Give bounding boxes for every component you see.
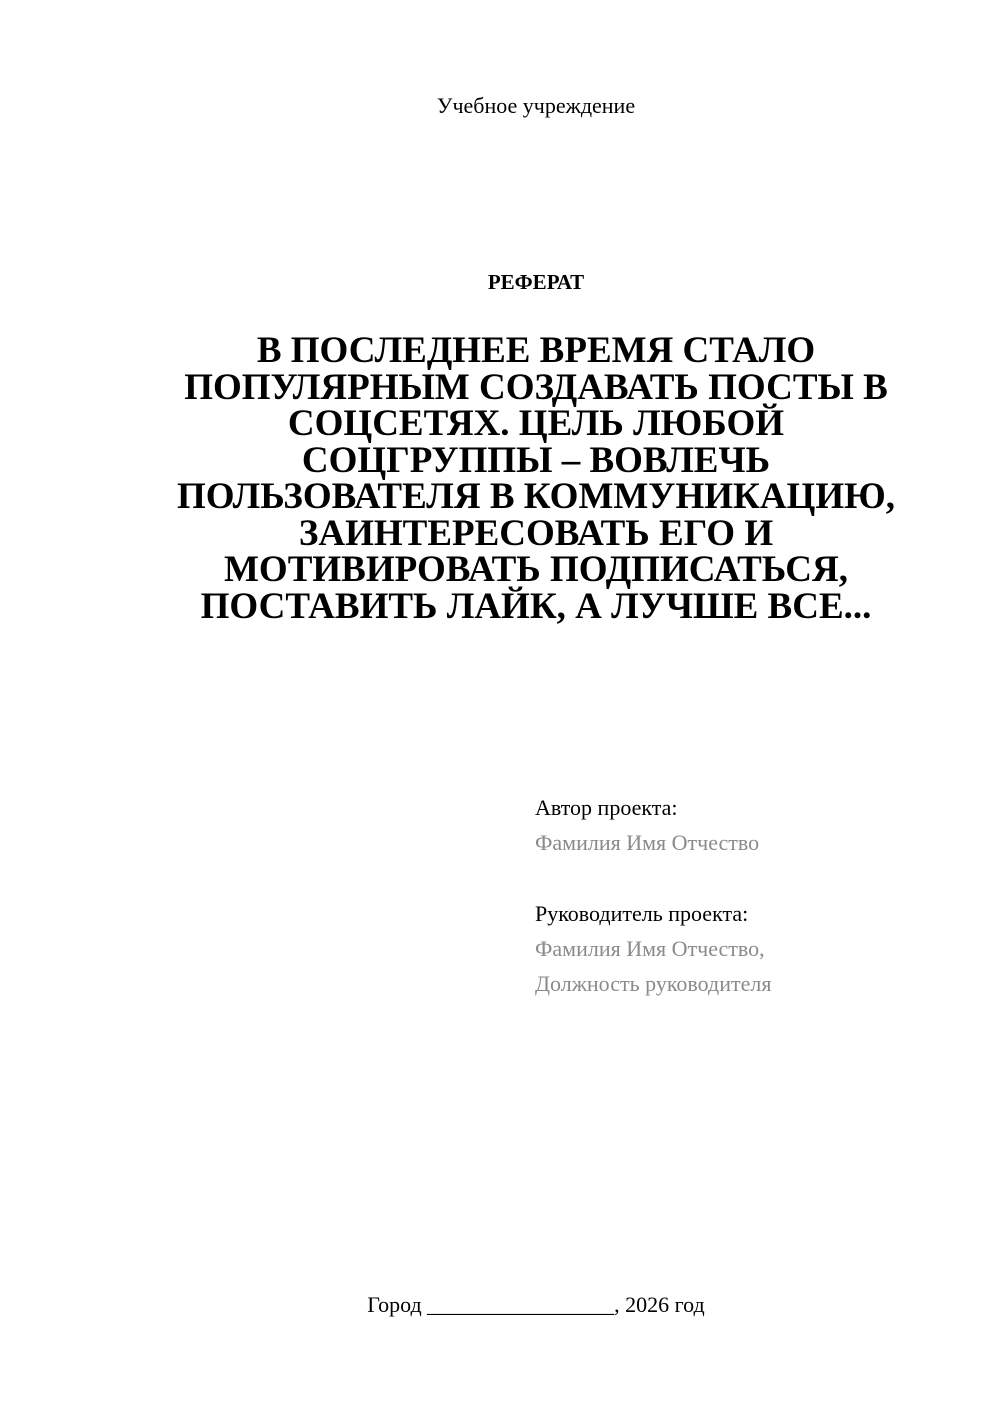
author-name: Фамилия Имя Отчество — [535, 830, 760, 855]
supervisor-label: Руководитель проекта: — [535, 901, 749, 926]
city-year-line: Город _________________, 2026 год — [367, 1292, 705, 1317]
title-line: СОЦГРУППЫ – ВОВЛЕЧЬ — [301, 439, 771, 481]
title-line: ПОСТАВИТЬ ЛАЙК, А ЛУЧШЕ ВСЕ... — [200, 585, 872, 627]
credits-block — [535, 790, 975, 1001]
document-type-label: РЕФЕРАТ — [487, 270, 585, 294]
institution-name: Учебное учреждение — [436, 93, 636, 118]
supervisor-name: Фамилия Имя Отчество, — [535, 936, 765, 961]
title-line: ПОЛЬЗОВАТЕЛЯ В КОММУНИКАЦИЮ, — [176, 476, 896, 517]
document-title — [120, 330, 952, 627]
supervisor-position: Должность руководителя — [535, 971, 772, 996]
author-label: Автор проекта: — [535, 795, 678, 820]
title-line: ПОПУЛЯРНЫМ СОЗДАВАТЬ ПОСТЫ В — [184, 366, 888, 408]
title-line: СОЦСЕТЯХ. ЦЕЛЬ ЛЮБОЙ — [287, 403, 785, 444]
title-line: ЗАИНТЕРЕСОВАТЬ ЕГО И — [298, 512, 774, 554]
credits-spacer — [535, 860, 975, 896]
title-line: В ПОСЛЕДНЕЕ ВРЕМЯ СТАЛО — [256, 330, 816, 371]
title-line: МОТИВИРОВАТЬ ПОДПИСАТЬСЯ, — [224, 549, 848, 590]
